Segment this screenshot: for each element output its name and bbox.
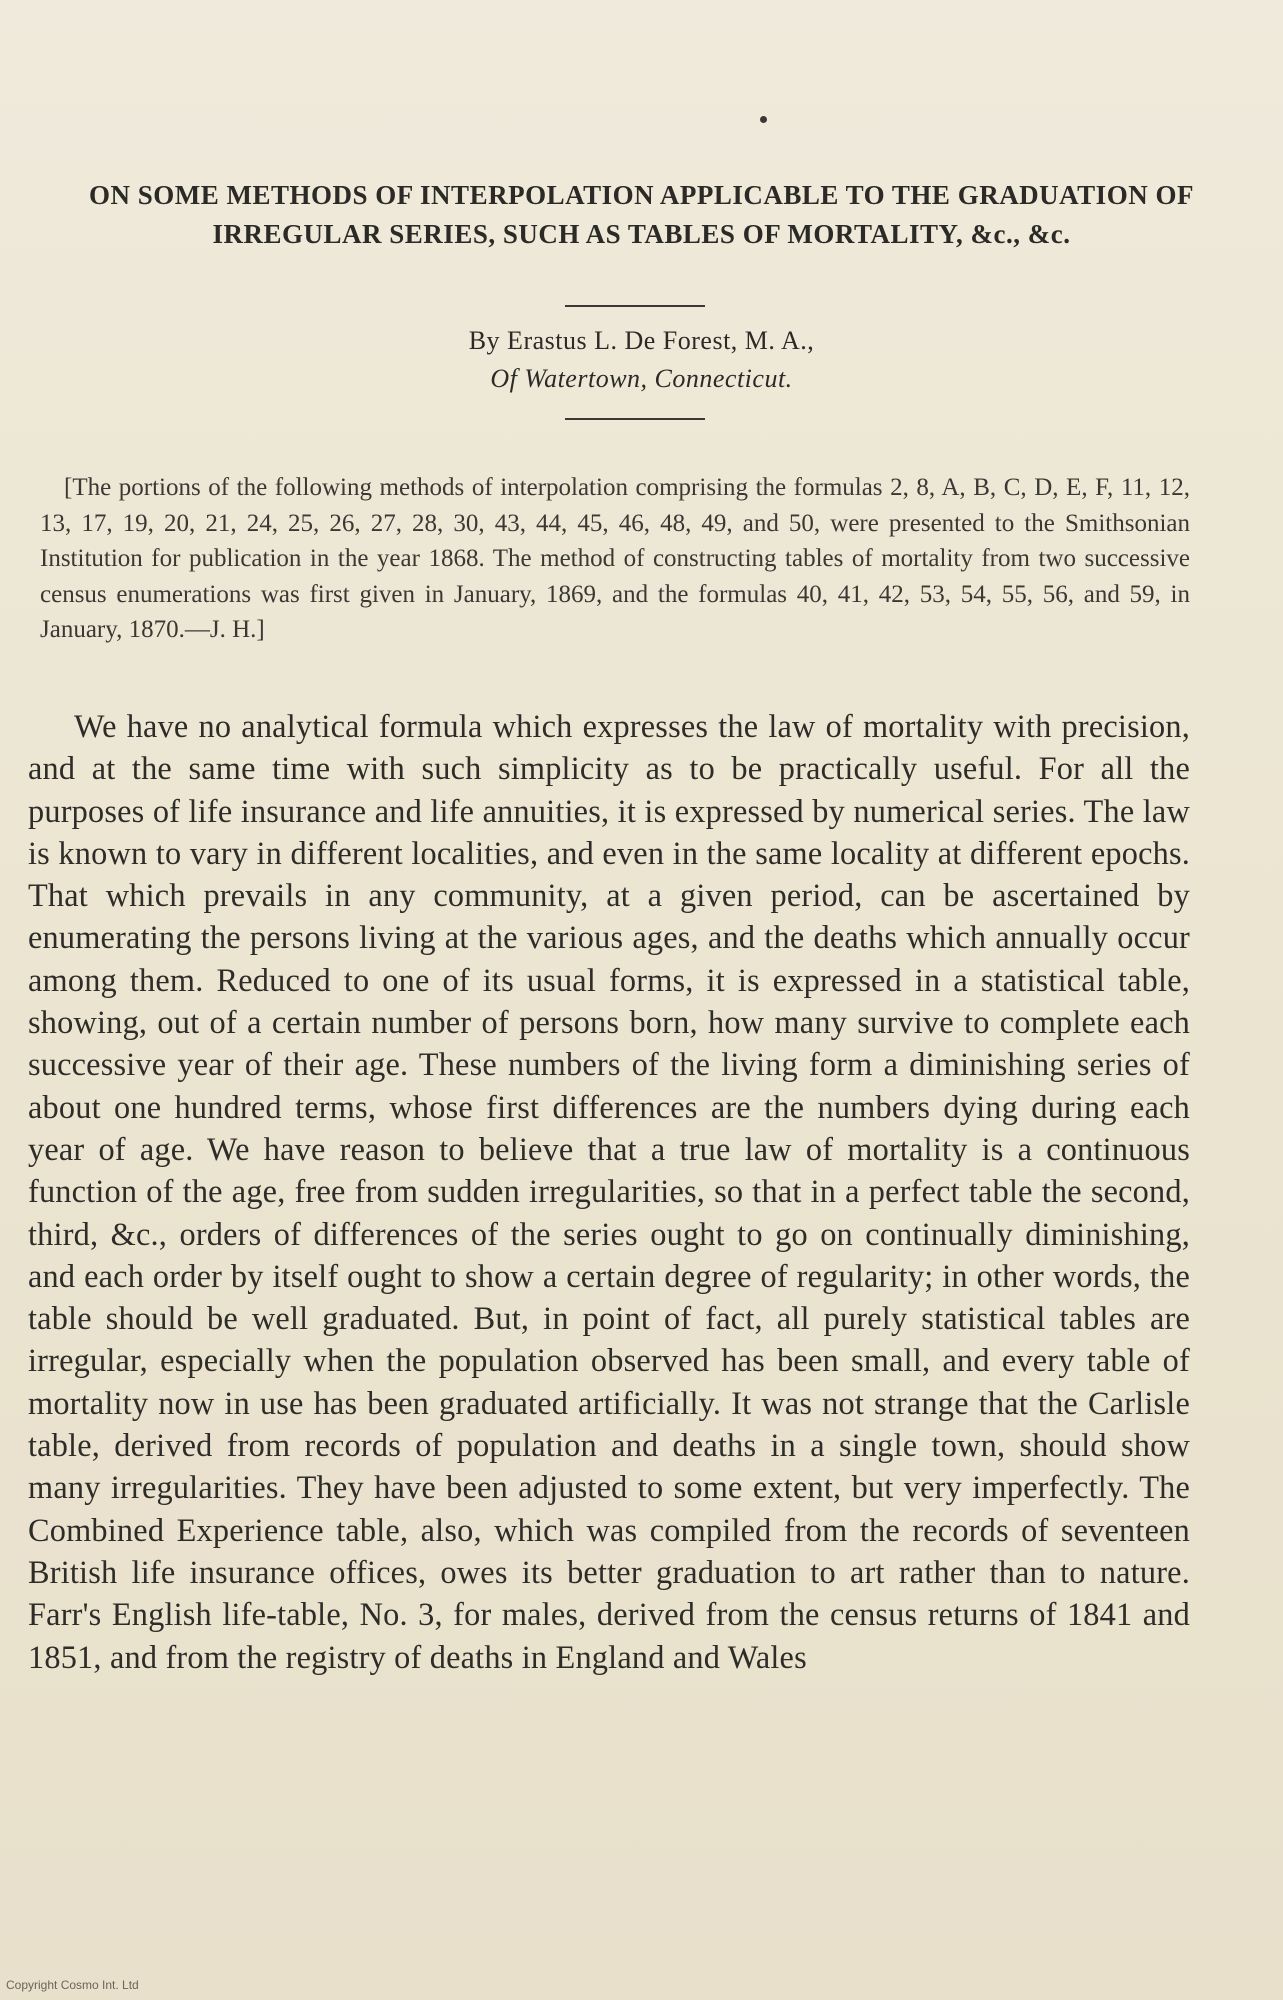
author-byline: By Erastus L. De Forest, M. A., bbox=[468, 326, 815, 355]
divider-bottom bbox=[565, 418, 705, 420]
article-title: ON SOME METHODS OF INTERPOLATION APPLICABLE TO THE GRADUATION OF IRREGULAR SERIES, SUCH AS TABLES OF MORTALITY, &c., &c. bbox=[89, 180, 1194, 249]
page-mark bbox=[760, 116, 767, 123]
author-affiliation: Of Watertown, Connecticut. bbox=[490, 364, 793, 393]
divider-top bbox=[565, 305, 705, 307]
body-paragraph: We have no analytical formula which expresses the law of mortality with precision, and at the same time with such simplicity as to be practically useful. For all the purposes of life insurance and life annuities, it is expressed by numerical series. The law is known to vary in different localities, and even in the same locality at different epochs. That which prevails in any community, at a given period, can be ascertained by enumerating the persons living at the various ages, and the deaths which annually occur among them. Reduced to one of its usual forms, it is expressed in a statistical table, showing, out of a certain number of persons born, how many survive to complete each successive year of their age. These numbers of the living form a diminishing series of about one hundred terms, whose first differences are the numbers dying during each year of age. We have reason to believe that a true law of mortality is a continuous function of the age, free from sudden irregularities, so that in a perfect table the second, third, &c., orders of differences of the series ought to go on continually diminishing, and each order by itself ought to show a certain degree of regularity; in other words, the table should be well graduated. But, in point of fact, all purely statistical tables are irregular, especially when the population observed has been small, and every table of mortality now in use has been graduated artificially. It was not strange that the Carlisle table, derived from records of population and deaths in a single town, should show many irregularities. They have been adjusted to some extent, but very imperfectly. The Combined Experience table, also, which was compiled from the records of seventeen British life insurance offices, owes its better graduation to art rather than to nature. Farr's English life-table, No. 3, for males, derived from the census returns of 1841 and 1851, and from the registry of deaths in England and Wales bbox=[28, 708, 1190, 1675]
editor-note: [The portions of the following methods of interpolation comprising the formulas 2, 8, A, B, C, D, E, F, 11, 12, 13, 17, 19, 20, 21, 24, 25, 26, 27, 28, 30, 43, 44, 45, 46, 48, 49, and 50, were presented to the Smithsonian Institution for publication in the year 1868. The method of constructing tables of mortality from two successive census enumerations was first given in January, 1869, and the formulas 40, 41, 42, 53, 54, 55, 56, and 59, in January, 1870.—J. H.] bbox=[40, 474, 1190, 643]
copyright-notice: Copyright Cosmo Int. Ltd bbox=[6, 1978, 139, 1992]
